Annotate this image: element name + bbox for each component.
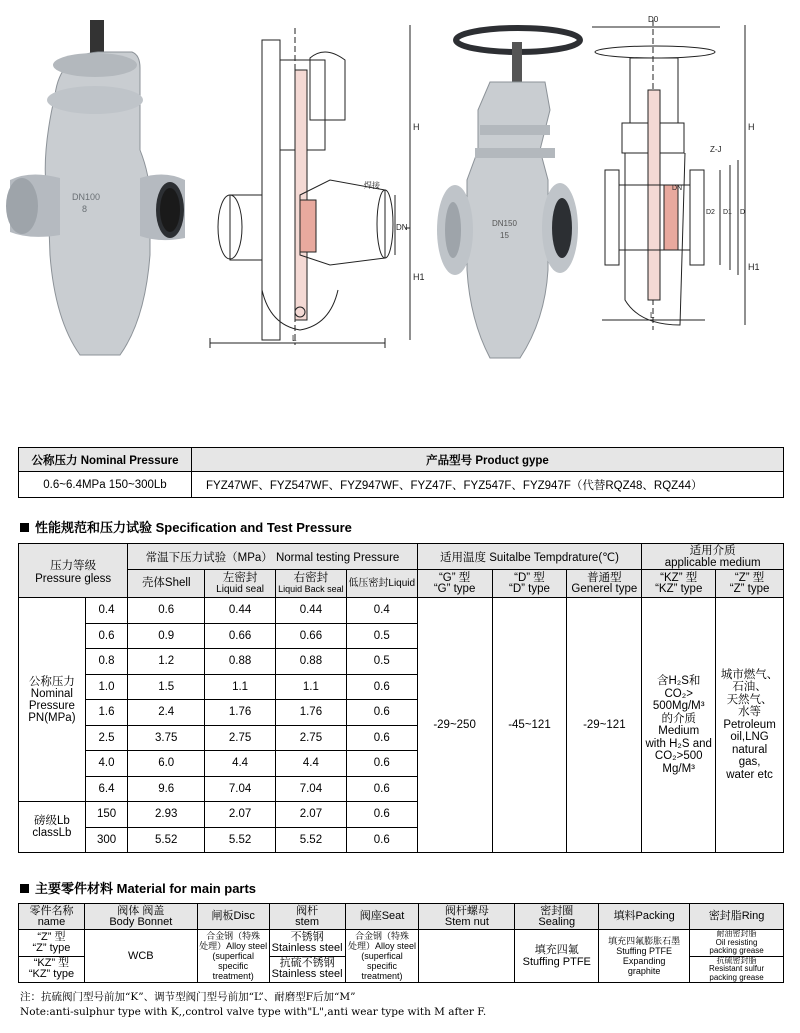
parts-table — [18, 903, 784, 983]
table-row: 2.5 3.75 2.75 2.75 0.6 — [19, 725, 784, 751]
spec-header-d: “D” 型 “D” type — [492, 570, 567, 598]
dim-d1: D1 — [723, 209, 732, 216]
ring-material-z: 耐油密封脂 Oil resisting packing grease — [690, 930, 784, 957]
product-model-value: FYZ47WF、FYZ547WF、FYZ947WF、FYZ47F、FYZ547F、FYZ947F（代替RQZ48、RQZ44） — [192, 472, 784, 498]
table-row: 磅级Lb classLb 150 2.93 2.07 2.07 0.6 — [19, 802, 784, 828]
parts-header-disc: 闸板Disc — [197, 904, 269, 930]
dim-h1-right: H1 — [748, 262, 760, 272]
parts-header-name: 零件名称name — [19, 904, 85, 930]
illustrations — [0, 0, 800, 370]
spec-header-temp: 适用温度 Suitalbe Tempdrature(℃) — [417, 544, 642, 570]
bullet-square-icon — [20, 884, 29, 893]
table-row: 1.6 2.4 1.76 1.76 0.6 — [19, 700, 784, 726]
table-row: 1.0 1.5 1.1 1.1 0.6 — [19, 674, 784, 700]
ring-material-kz: 抗硫密封脂 Resistant sulfur packing grease — [690, 956, 784, 983]
temp-general-value: -29~121 — [567, 598, 642, 853]
spec-title-text: 性能规范和压力试验 Specification and Test Pressure — [35, 520, 352, 535]
body-material: WCB — [84, 930, 197, 983]
parts-header-nut: 阀杆螺母 Stem nut — [419, 904, 515, 930]
body-marking-1: DN100 — [72, 192, 101, 202]
stem-material-kz: 抗硫不锈钢 Stainless steel — [269, 956, 345, 983]
lb-label: 磅级Lb classLb — [19, 802, 86, 853]
weld-label: 焊接 — [364, 181, 380, 190]
spec-header-z: “Z” 型 “Z” type — [716, 570, 784, 598]
nut-material — [419, 930, 515, 983]
type-z: “Z” 型 “Z” type — [19, 930, 85, 957]
spec-header-medium: 适用介质 applicable medium — [642, 544, 784, 570]
valve-section-drawing-flanged — [592, 20, 745, 330]
pn-label: 公称压力 Nominal Pressure PN(MPa) — [19, 598, 86, 802]
table-row: 4.0 6.0 4.4 4.4 0.6 — [19, 751, 784, 777]
dim-h-right: H — [748, 122, 755, 132]
spec-header-grade: 压力等级 Pressure gless — [19, 544, 128, 598]
spec-header-right-seal: 右密封 Liquid Back seal — [276, 570, 347, 598]
spec-header-kz: “KZ” 型 “KZ” type — [642, 570, 716, 598]
body-marking-3: DN150 — [492, 219, 517, 228]
disc-material: 合金钢（特殊 处理）Alloy steel (superfical specific treatment) — [199, 931, 268, 981]
parts-header-sealing: 密封圈 Sealing — [515, 904, 599, 930]
dim-d2: D2 — [706, 209, 715, 216]
valve-section-drawing-welded — [210, 25, 410, 348]
parts-header-ring: 密封脂Ring — [690, 904, 784, 930]
product-header-pressure: 公称压力 Nominal Pressure — [19, 448, 192, 472]
parts-header-stem: 阀杆 stem — [269, 904, 345, 930]
spec-header-normal: 常温下压力试验（MPa） Normal testing Pressure — [128, 544, 417, 570]
bullet-square-icon — [20, 523, 29, 532]
spec-header-general: 普通型 Generel type — [567, 570, 642, 598]
seat-material: 合金钢（特殊 处理）Alloy steel (superfical specific treatment) — [345, 930, 419, 983]
sealing-material: 填充四氟 Stuffing PTFE — [515, 930, 599, 983]
dim-d: D — [740, 209, 746, 216]
parts-title-text: 主要零件材料 Material for main parts — [35, 881, 257, 896]
parts-section-title — [20, 878, 256, 897]
dim-h-left: H — [413, 122, 420, 132]
parts-header-body: 阀体 阀盖 Body Bonnet — [84, 904, 197, 930]
product-pressure-value: 0.6~6.4MPa 150~300Lb — [19, 472, 192, 498]
temp-d-value: -45~121 — [492, 598, 567, 853]
dim-dn-left: DN — [396, 223, 408, 232]
body-marking-2: 8 — [82, 204, 88, 214]
spec-header-shell: 壳体Shell — [128, 570, 205, 598]
spec-header-left-seal: 左密封 Liquid seal — [205, 570, 276, 598]
table-row: 0.6 0.9 0.66 0.66 0.5 — [19, 623, 784, 649]
spec-header-low: 低压密封Liquid — [346, 570, 417, 598]
table-row: 0.8 1.2 0.88 0.88 0.5 — [19, 649, 784, 675]
spec-section-title — [20, 517, 352, 536]
parts-header-seat: 阀座Seat — [345, 904, 419, 930]
spec-table — [18, 543, 784, 853]
parts-header-packing: 填料Packing — [599, 904, 690, 930]
note-english: Note:anti-sulphur type with K,,control valve type with"L",anti wear type with M after F. — [20, 1006, 487, 1018]
packing-material: 填充四氟膨胀石墨 Stuffing PTFE Expanding graphite — [599, 930, 690, 983]
table-row: 300 5.52 5.52 5.52 0.6 — [19, 827, 784, 853]
valve-photo-flanged — [437, 28, 580, 358]
spec-header-g: “G” 型 “G” type — [417, 570, 492, 598]
dim-l-left: L — [292, 334, 297, 343]
table-row — [19, 930, 784, 957]
kz-medium: 含H₂S和 CO₂> 500Mg/M³ 的介质 Medium with H₂S and CO₂>500 Mg/M³ — [642, 598, 716, 853]
dim-d0: D0 — [648, 15, 659, 24]
temp-g-value: -29~250 — [417, 598, 492, 853]
note-chinese: 注：抗硫阀门型号前加“K”、调节型阀门型号前加“L”、耐磨型F后加“M” — [20, 991, 356, 1003]
dim-h1-left: H1 — [413, 272, 425, 282]
product-table — [18, 447, 784, 498]
table-row: 公称压力 Nominal Pressure PN(MPa) 0.4 0.6 0.44 0.44 0.4 -29~250 -45~121 -29~121 含H₂S和 CO₂> 500Mg/M³ 的介质 Medium with H₂S and CO₂>500 Mg/M³ 城市燃气、 石油、 天然气、 水等 Petroleum oil,LNG natural gas, water etc — [19, 598, 784, 624]
product-header-model: 产品型号 Product gype — [192, 448, 784, 472]
stem-material-z: 不锈钢 Stainless steel — [269, 930, 345, 957]
valve-photo-welded — [6, 20, 185, 355]
dim-zj: Z-J — [710, 145, 722, 154]
z-medium: 城市燃气、 石油、 天然气、 水等 Petroleum oil,LNG natural gas, water etc — [716, 598, 784, 853]
body-marking-4: 15 — [500, 231, 509, 240]
type-kz: “KZ” 型 “KZ” type — [19, 956, 85, 983]
table-row: 6.4 9.6 7.04 7.04 0.6 — [19, 776, 784, 802]
dim-l-right: L — [650, 311, 655, 320]
dim-dn-right: DN — [672, 185, 683, 192]
